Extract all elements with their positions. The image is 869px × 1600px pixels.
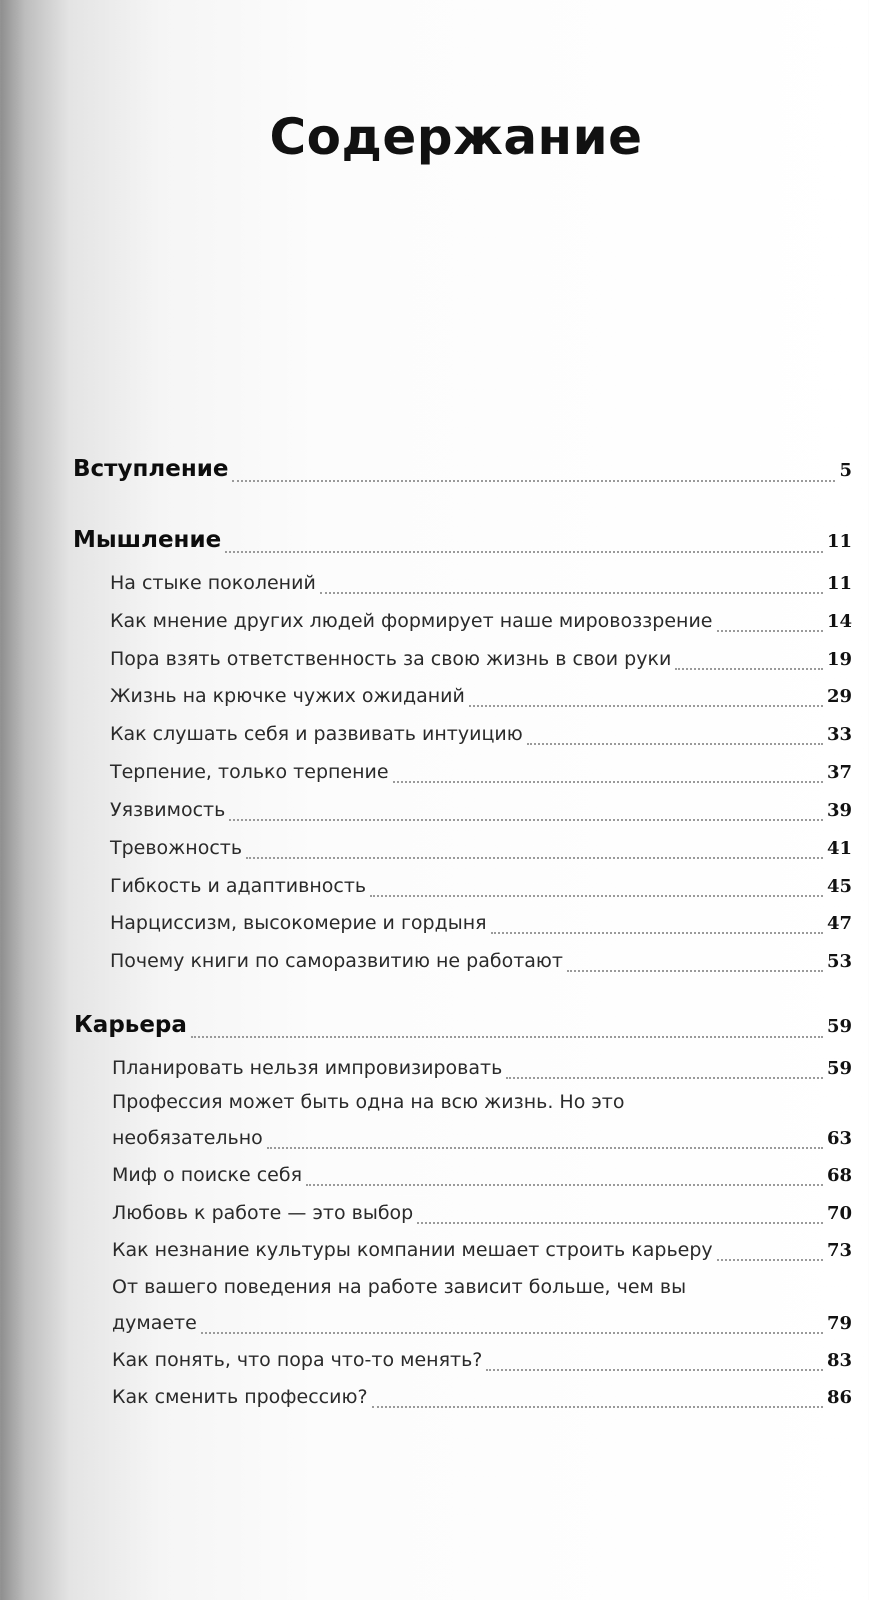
toc-page-number: 5: [839, 460, 852, 481]
toc-page-number: 19: [826, 649, 852, 670]
toc-entry: [0, 572, 869, 608]
toc-entry-label: Тревожность: [110, 837, 243, 859]
toc-leader: [393, 781, 823, 783]
toc-page-number: 11: [826, 531, 852, 552]
toc-entry: [0, 1202, 869, 1238]
toc-leader: [469, 705, 823, 707]
toc-page-number: 33: [826, 724, 852, 745]
toc-entry: [0, 1349, 869, 1385]
toc-entry: [0, 1091, 869, 1127]
toc-entry-label: Почему книги по саморазвитию не работают: [110, 950, 563, 972]
toc-leader: [370, 895, 823, 897]
toc-section-thinking: [0, 527, 869, 563]
toc-entry: [0, 1239, 869, 1275]
toc-page-number: 70: [826, 1203, 852, 1224]
toc-entry-label: Миф о поиске себя: [112, 1164, 303, 1186]
toc-leader: [191, 1036, 823, 1038]
page-title: Содержание: [269, 108, 643, 166]
toc-page-number: 45: [826, 876, 852, 897]
toc-entry-label: Пора взять ответственность за свою жизнь в свои руки: [110, 648, 672, 670]
toc-entry-label: Планировать нельзя импровизировать: [112, 1057, 503, 1079]
toc-section-career: [0, 1012, 869, 1048]
toc-leader: [372, 1406, 823, 1408]
toc-entry-label: Как понять, что пора что-то менять?: [112, 1349, 483, 1371]
toc-page-number: 63: [826, 1128, 852, 1149]
toc-page-number: 86: [826, 1387, 852, 1408]
toc-page-number: 59: [826, 1016, 852, 1037]
toc-page-number: 14: [826, 611, 852, 632]
toc-leader: [527, 743, 823, 745]
toc-leader: [229, 819, 823, 821]
toc-page-number: 37: [826, 762, 852, 783]
toc-leader: [675, 668, 823, 670]
toc-leader: [506, 1077, 823, 1079]
toc-entry: [0, 610, 869, 646]
toc-leader: [417, 1222, 823, 1224]
toc-entry-label: Как мнение других людей формирует наше мировоззрение: [110, 610, 713, 632]
toc-section-label: Мышление: [73, 527, 222, 553]
toc-entry: [0, 685, 869, 721]
toc-entry: [0, 1127, 869, 1163]
toc-entry-label: думаете: [112, 1312, 197, 1334]
toc-page-number: 41: [826, 838, 852, 859]
toc-entry: [0, 1164, 869, 1200]
toc-entry: [0, 799, 869, 835]
toc-leader: [201, 1332, 823, 1334]
toc-entry-label: Гибкость и адаптивность: [110, 875, 367, 897]
toc-entry-label: Профессия может быть одна на всю жизнь. Но это: [112, 1091, 625, 1113]
toc-entry-label: Уязвимость: [110, 799, 226, 821]
toc-leader: [225, 551, 823, 553]
toc-entry: [0, 1057, 869, 1093]
toc-entry: [0, 837, 869, 873]
toc-entry-label: От вашего поведения на работе зависит больше, чем вы: [112, 1276, 687, 1298]
toc-entry: [0, 1276, 869, 1312]
toc-entry-label: Как сменить профессию?: [112, 1386, 368, 1408]
toc-entry-label: На стыке поколений: [110, 572, 316, 594]
toc-entry: [0, 761, 869, 797]
toc-leader: [491, 932, 823, 934]
toc-leader: [246, 857, 823, 859]
toc-leader: [717, 1259, 823, 1261]
toc-leader: [306, 1184, 823, 1186]
toc-page-number: 39: [826, 800, 852, 821]
toc-page-number: 29: [826, 686, 852, 707]
toc-page-number: 68: [826, 1165, 852, 1186]
toc-entry: [0, 648, 869, 684]
toc-leader: [320, 592, 823, 594]
toc-section-intro: [0, 456, 869, 492]
toc-entry: [0, 723, 869, 759]
toc-leader: [267, 1147, 823, 1149]
toc-entry: [0, 1386, 869, 1422]
toc-page-number: 73: [826, 1240, 852, 1261]
toc-entry: [0, 950, 869, 986]
toc-entry-label: Терпение, только терпение: [110, 761, 389, 783]
toc-page-number: 53: [826, 951, 852, 972]
toc-leader: [232, 480, 835, 482]
toc-entry-label: Нарциссизм, высокомерие и гордыня: [110, 912, 487, 934]
toc-page-number: 11: [826, 573, 852, 594]
toc-page-number: 47: [826, 913, 852, 934]
toc-leader: [717, 630, 823, 632]
toc-entry-label: Как незнание культуры компании мешает строить карьеру: [112, 1239, 713, 1261]
toc-page-number: 83: [826, 1350, 852, 1371]
toc-entry: [0, 875, 869, 911]
toc-entry: [0, 1312, 869, 1348]
toc-entry: [0, 912, 869, 948]
toc-page-number: 59: [826, 1058, 852, 1079]
toc-entry-label: Как слушать себя и развивать интуицию: [110, 723, 523, 745]
toc-leader: [567, 970, 823, 972]
toc-section-label: Вступление: [73, 456, 229, 482]
toc-entry-label: Любовь к работе — это выбор: [112, 1202, 414, 1224]
toc-section-label: Карьера: [74, 1012, 187, 1038]
toc-page-number: 79: [826, 1313, 852, 1334]
toc-entry-label: необязательно: [112, 1127, 263, 1149]
toc-entry-label: Жизнь на крючке чужих ожиданий: [110, 685, 465, 707]
toc-leader: [486, 1369, 823, 1371]
